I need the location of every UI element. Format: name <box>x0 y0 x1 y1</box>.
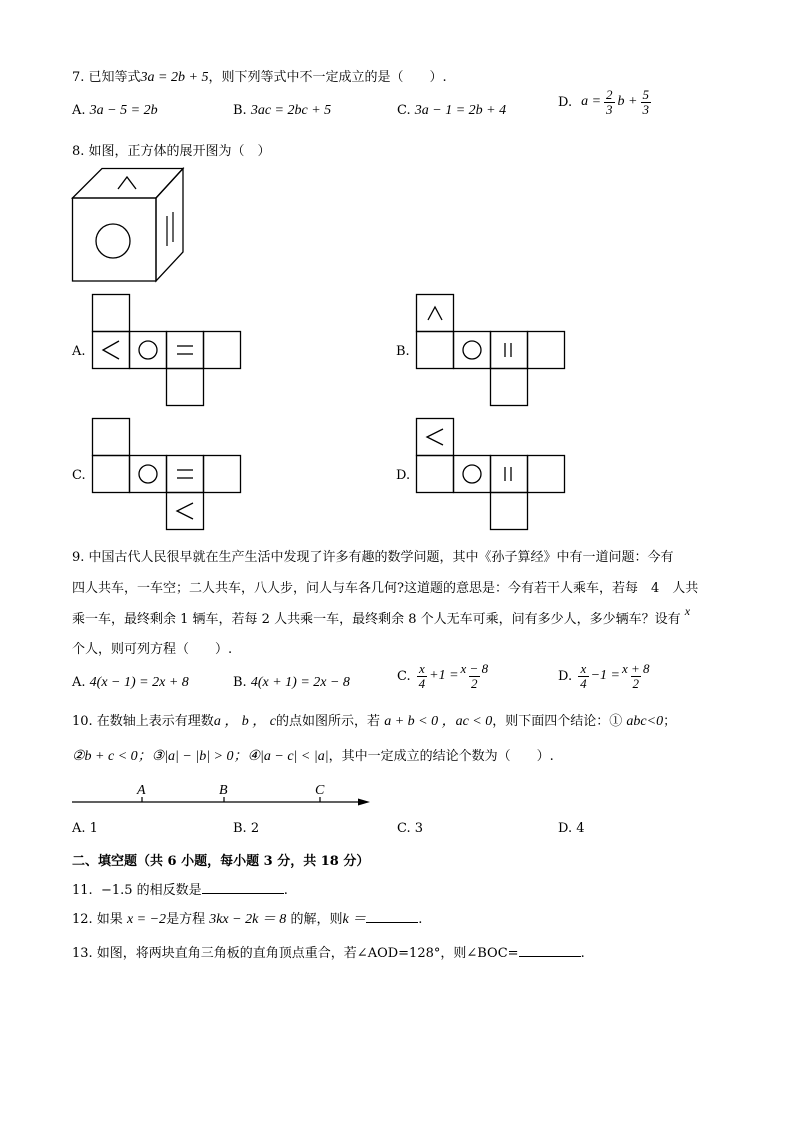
q8-option-c-net <box>92 418 242 530</box>
q8-stem: 8. 如图，正方体的展开图为（ ） <box>72 144 271 159</box>
q8-option-b-label: B. <box>396 344 410 359</box>
q9-option-d: D. $\frac{x}{4}$ −1 = $\frac{x + 8}{2}$ <box>558 661 650 691</box>
q9-line2: 四人共车，一车空；二人共车，八人步，问人与车各几何?这道题的意思是：今有若干人乘车，若每 4 人共 <box>72 581 699 596</box>
q9-option-a: A. 4(x − 1) = 2x + 8 <box>72 675 189 690</box>
q9-option-c: C. $\frac{x}{4}$ +1 = $\frac{x - 8}{2}$ <box>397 661 489 691</box>
q10-option-b: B. 2 <box>233 821 260 836</box>
q10-option-d: D. 4 <box>558 821 585 836</box>
q8-option-a-net <box>92 294 242 406</box>
q10-line2: ②b + c < 0；③|a| − |b| > 0；④|a − c| < |a|，其中一定成立的结论个数为（ ）. <box>72 749 554 764</box>
q7-option-a: A. 3a − 5 = 2b <box>72 103 158 118</box>
q7-option-d: D. a = $\frac{2}{3}$ b + $\frac{5}{3}$ <box>558 87 649 117</box>
q11: 11. −1.5 的相反数是 . <box>72 883 288 898</box>
q10-line1: 10. 在数轴上表示有理数a ， b ， c的点如图所示，若 a + b < 0 ，ac < 0，则下面四个结论：① abc<0； <box>72 714 677 729</box>
q9-line4: 个人，则可列方程（ ）. <box>72 642 233 657</box>
q8-cube-figure <box>72 168 187 283</box>
q8-option-c-label: C. <box>72 468 86 483</box>
q8-option-b-net <box>416 294 566 406</box>
q8-option-d-label: D. <box>396 468 411 483</box>
q10-option-a: A. 1 <box>72 821 98 836</box>
q11-answer-blank <box>202 893 284 894</box>
q7-option-b: B. 3ac = 2bc + 5 <box>233 103 332 118</box>
q9-line3: 乘一车，最终剩余 1 辆车，若每 2 人共乘一车，最终剩余 8 个人无车可乘，问有多少人，多少辆车？设有 x <box>72 604 691 627</box>
q7-option-c: C. 3a − 1 = 2b + 4 <box>397 103 507 118</box>
q7-stem: 7. 已知等式3a = 2b + 5，则下列等式中不一定成立的是（ ）. <box>72 70 447 85</box>
q13: 13. 如图，将两块直角三角板的直角顶点重合，若∠AOD=128°，则∠BOC= . <box>72 946 585 961</box>
q10-option-c: C. 3 <box>397 821 424 836</box>
q10-number-line <box>72 780 377 810</box>
q9-option-b: B. 4(x + 1) = 2x − 8 <box>233 675 350 690</box>
q12: 12. 如果 x = −2是方程 3kx − 2k ＝ 8 的解，则k ＝ . <box>72 912 423 927</box>
axis-label-c: C <box>315 783 325 798</box>
section-title: 二、填空题（共 6 小题，每小题 3 分，共 18 分） <box>72 854 370 869</box>
axis-label-b: B <box>219 783 228 798</box>
axis-label-a: A <box>137 783 146 798</box>
q8-option-d-net <box>416 418 566 530</box>
q12-answer-blank <box>366 922 418 923</box>
q8-option-a-label: A. <box>72 344 86 359</box>
q9-line1: 9. 中国古代人民很早就在生产生活中发现了许多有趣的数学问题，其中《孙子算经》中有一道问题：今有 <box>72 550 674 565</box>
q13-answer-blank <box>519 956 581 957</box>
